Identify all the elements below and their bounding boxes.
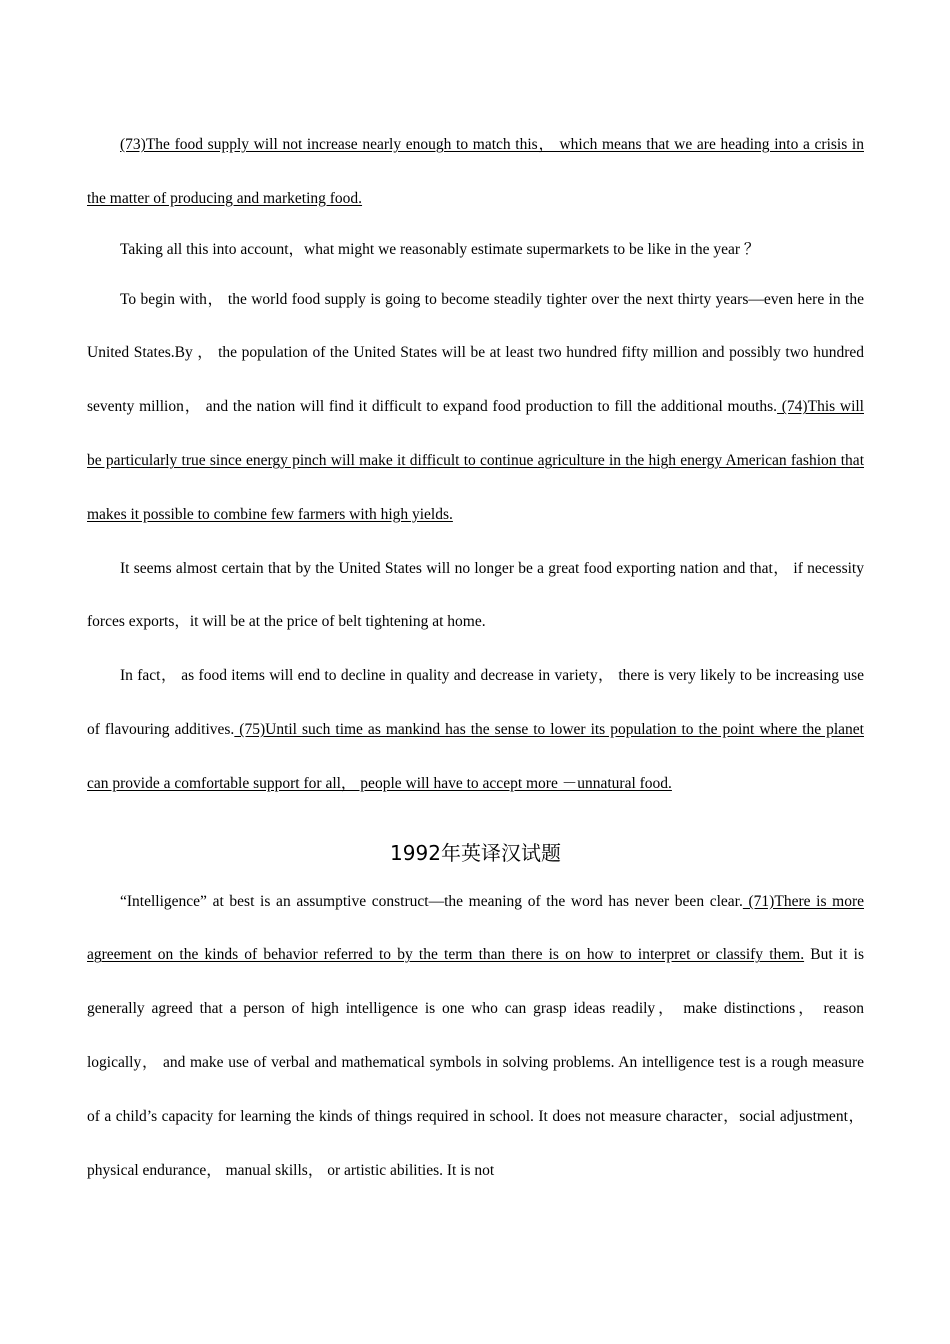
paragraph-intelligence	[87, 875, 864, 1198]
document-body	[87, 118, 864, 1197]
paragraph-73	[87, 118, 864, 226]
paragraph-account	[87, 226, 864, 273]
translation-sentence-75: (75)Until such time as mankind has the sense to lower its population to the point where the planet can provide a comfortable support for all， people will have to accept more －unnatural food.	[87, 720, 864, 792]
translation-sentence-71: (71)There is more agreement on the kinds of behavior referred to by the term than there is on how to interpret or classify them.	[87, 892, 864, 964]
translation-sentence-73: (73)The food supply will not increase nearly enough to match this， which means that we are heading into a crisis in the matter of producing and marketing food.	[87, 136, 864, 207]
paragraph-begin	[87, 273, 864, 542]
section-heading: 1992年英译汉试题	[390, 840, 561, 865]
paragraph-fact	[87, 649, 864, 810]
paragraph-text: It seems almost certain that by the United States will no longer be a great food exporting nation and that， if necessity forces exports，it will be at the price of belt tightening at home.	[87, 559, 864, 631]
paragraph-seems	[87, 542, 864, 650]
translation-sentence-74: (74)This will be particularly true since energy pinch will make it difficult to continue agriculture in the high energy American fashion that makes it possible to combine few farmers with high yields.	[87, 398, 864, 523]
paragraph-text: Taking all this into account，what might we reasonably estimate supermarkets to be like in the year ？	[120, 240, 760, 258]
paragraph-text: “Intelligence” at best is an assumptive construct—the meaning of the word has never been clear.	[120, 892, 743, 910]
paragraph-text: In fact， as food items will end to decline in quality and decrease in variety， there is very likely to be increasing use of flavouring additives.	[87, 667, 864, 738]
paragraph-text-continued: But it is generally agreed that a person of high intelligence is one who can grasp ideas readily， make distinctions， reason logically， and make use of verbal and mathematical symbols in solving problems. An intelligence test is a rough measure of a child’s capacity for learning the kinds of things required in school. It does not measure character，social adjustment， physical endurance， manual skills， or artistic abilities. It is not	[87, 946, 864, 1179]
paragraph-text: To begin with， the world food supply is going to become steadily tighter over the next thirty years—even here in the United States.By ， the population of the United States will be at least two hundred fifty million and possibly two hundred seventy million， and the nation will find it difficult to expand food production to fill the additional mouths.	[87, 290, 864, 416]
